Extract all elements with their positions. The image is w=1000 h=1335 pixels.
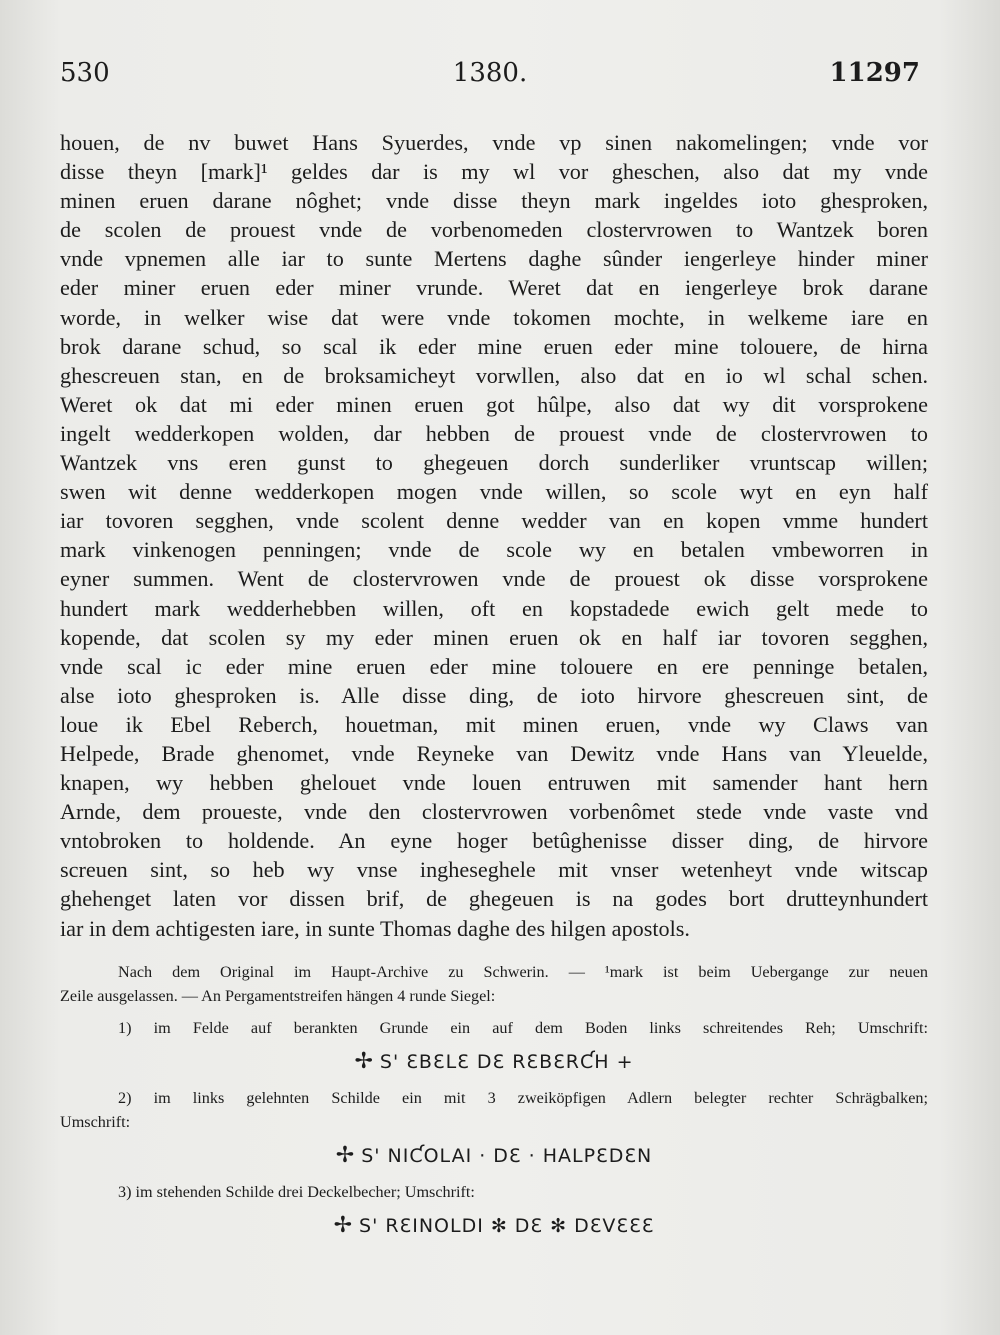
- body-text-line: brok darane schud, so scal ik eder mine eruen eder mine tolouere, de hirna: [60, 333, 928, 359]
- body-text-line: houen, de nv buwet Hans Syuerdes, vnde vp sinen nakomelingen; vnde vor: [60, 130, 928, 155]
- seal-inscription: [60, 1214, 928, 1238]
- footnotes: [60, 960, 928, 1250]
- body-text-line: loue ik Ebel Reberch, houetman, mit minen eruen, vnde wy Claws van: [60, 711, 928, 737]
- seal-inscription: [60, 1050, 928, 1074]
- seal-inscription-text: S' ƐBƐLƐ DƐ RƐBƐRƇH +: [379, 1051, 634, 1073]
- charter-body-text: [60, 128, 928, 943]
- seal-inscription-text: S' NIƇOLAI · DƐ · HALPƐDƐN: [361, 1145, 653, 1167]
- body-text-line: kopende, dat scolen sy my eder minen eruen ok en half iar tovoren segghen,: [60, 624, 928, 650]
- body-text-line: vnde vpnemen alle iar to sunte Mertens daghe sûnder iengerleye hinder miner: [60, 246, 928, 272]
- body-text-line: vntobroken to holdende. An eyne hoger betûghenisse disser ding, de hirvore: [60, 828, 928, 854]
- body-text-line: Arnde, dem proueste, vnde den clostervrowen vorbenômet stede vnde vaste vnd: [60, 799, 928, 825]
- seal-description: Umschrift:: [60, 1113, 131, 1131]
- seal-inscription-text: S' RƐINOLDI ✻ DƐ ✻ DƐVƐƐƐ: [359, 1215, 655, 1237]
- body-text-line: alse ioto ghesproken is. Alle disse ding, de ioto hirvore ghescreuen sint, de: [60, 682, 928, 708]
- seal-description: 2) im links gelehnten Schilde ein mit 3 zweiköpfigen Adlern belegter rechter Schrägbalken;: [118, 1089, 928, 1107]
- body-text-line: iar tovoren segghen, vnde scolent denne wedder van en kopen vmme hundert: [60, 508, 928, 534]
- page-number: 530: [60, 58, 110, 88]
- body-text-line: ghescreuen stan, en de broksamicheyt vorwllen, also dat en io wl schal schen.: [60, 362, 928, 388]
- body-text-line: minen eruen darane nôghet; vnde disse theyn mark ingeldes ioto ghesproken,: [60, 188, 928, 214]
- body-text-line: Helpede, Brade ghenomet, vnde Reyneke van Dewitz vnde Hans van Yleuelde,: [60, 740, 928, 766]
- header-year: 1380.: [452, 58, 528, 88]
- body-text-line: disse theyn [mark]¹ geldes dar is my wl vor gheschen, also dat my vnde: [60, 159, 928, 185]
- body-text-line: swen wit denne wedderkopen mogen vnde willen, so scole wyt en eyn half: [60, 479, 928, 505]
- cross-icon: ✢: [354, 1049, 374, 1074]
- body-text-line: ghehenget laten vor dissen brif, de ghegeuen is na godes bort drutteynhundert: [60, 886, 928, 912]
- body-text-line: screuen sint, so heb wy vnse ingheseghele mit vnser wetenheyt vnde witscap: [60, 857, 928, 883]
- cross-icon: ✢: [335, 1143, 356, 1168]
- page-header: [60, 58, 920, 98]
- body-text-line: vnde scal ic eder mine eruen eder mine tolouere en ere penninge betalen,: [60, 653, 928, 679]
- body-text-line: mark vinkenogen penningen; vnde de scole wy en betalen vmbeworren in: [60, 537, 928, 563]
- body-text-line: hundert mark wedderhebben willen, oft en kopstadede ewich gelt mede to: [60, 595, 928, 621]
- seal-description: 1) im Felde auf berankten Grunde ein auf dem Boden links schreitendes Reh; Umschrift:: [118, 1019, 928, 1037]
- seal-inscription: [60, 1144, 928, 1168]
- body-text-line: Wantzek vns eren gunst to ghegeuen dorch sunderliker vruntscap willen;: [60, 450, 928, 476]
- body-text-line: Weret ok dat mi eder minen eruen got hûlpe, also dat wy dit vorsprokene: [60, 391, 928, 417]
- cross-icon: ✢: [333, 1213, 354, 1238]
- source-note-line: Nach dem Original im Haupt-Archive zu Schwerin. — ¹mark ist beim Uebergange zur neuen: [118, 963, 928, 981]
- body-text-line: knapen, wy hebben ghelouet vnde louen entruwen mit samender hant hern: [60, 770, 928, 796]
- body-text-line: de scolen de prouest vnde de vorbenomeden clostervrowen to Wantzek boren: [60, 217, 928, 243]
- body-text-line: eyner summen. Went de clostervrowen vnde de prouest ok disse vorsprokene: [60, 566, 928, 592]
- seal-description: 3) im stehenden Schilde drei Deckelbecher; Umschrift:: [118, 1183, 475, 1201]
- source-note-line: Zeile ausgelassen. — An Pergamentstreifen hängen 4 runde Siegel:: [60, 987, 496, 1005]
- body-text-line: worde, in welker wise dat were vnde tokomen mochte, in welkeme iare en: [60, 304, 928, 330]
- document-number: 11297: [829, 58, 920, 88]
- body-text-line: eder miner eruen eder miner vrunde. Weret dat en iengerleye brok darane: [60, 275, 928, 301]
- body-text-line: iar in dem achtigesten iare, in sunte Thomas daghe des hilgen apostols.: [60, 915, 690, 941]
- body-text-line: ingelt wedderkopen wolden, dar hebben de prouest vnde de clostervrowen to: [60, 420, 928, 446]
